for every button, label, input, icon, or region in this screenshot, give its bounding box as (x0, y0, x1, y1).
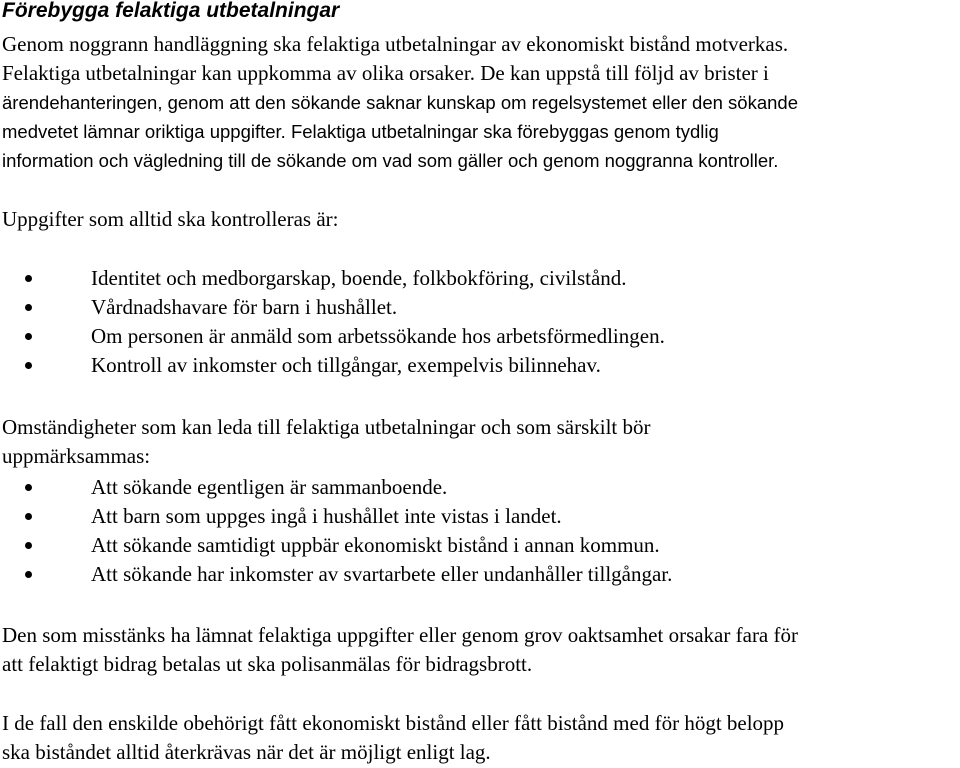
intro-paragraph (2, 30, 798, 175)
bullet-icon (25, 571, 32, 578)
list-item-text: Att sökande egentligen är sammanboende. (91, 475, 448, 499)
intro-line-2: Felaktiga utbetalningar kan uppkomma av olika orsaker. De kan uppstå till följd av brister i (2, 61, 769, 85)
police-line-1: Den som misstänks ha lämnat felaktiga uppgifter eller genom grov oaktsamhet orsakar fara för (2, 623, 798, 647)
controls-intro-text: Uppgifter som alltid ska kontrolleras är: (2, 207, 339, 231)
intro-line-3: ärendehanteringen, genom att den sökande saknar kunskap om regelsystemet eller den sökande (2, 92, 799, 113)
list-item-text: Identitet och medborgarskap, boende, folkbokföring, civilstånd. (91, 266, 627, 290)
list-item-text: Att barn som uppges ingå i hushållet inte vistas i landet. (91, 504, 562, 528)
bullet-icon (25, 542, 32, 549)
intro-line-4 (2, 117, 798, 146)
recovery-line-1: I de fall den enskilde obehörigt fått ekonomiskt bistånd eller fått bistånd med för högt belopp (2, 711, 785, 735)
intro-line-1: Genom noggrann handläggning ska felaktiga utbetalningar av ekonomiskt bistånd motverkas. (2, 32, 789, 56)
circumstances-intro-line-2: uppmärksammas: (2, 444, 151, 468)
circumstances-intro-line-1: Omständigheter som kan leda till felaktiga utbetalningar och som särskilt bör (2, 415, 651, 439)
bullet-icon (25, 513, 32, 520)
recovery-line-2: ska biståndet alltid återkrävas när det är möjligt enligt lag. (2, 740, 491, 764)
police-paragraph (2, 621, 798, 679)
bullet-icon (25, 275, 32, 282)
intro-line-5: information och vägledning till de sökande om vad som gäller och genom noggranna kontroller. (2, 150, 779, 171)
bullet-icon (25, 304, 32, 311)
page-title: Förebygga felaktiga utbetalningar (2, 0, 340, 22)
bullet-icon (25, 484, 32, 491)
list-item-text: Att sökande har inkomster av svartarbete eller undanhåller tillgångar. (91, 562, 673, 586)
list-item-text: Att sökande samtidigt uppbär ekonomiskt bistånd i annan kommun. (91, 533, 660, 557)
bullet-icon (25, 362, 32, 369)
intro-line-4a: medvetet lämnar oriktiga uppgifter. (2, 121, 286, 142)
list-item-text: Om personen är anmäld som arbetssökande hos arbetsförmedlingen. (91, 324, 665, 348)
intro-line-4b: Felaktiga utbetalningar ska förebyggas genom tydlig (285, 121, 719, 142)
bullet-icon (25, 333, 32, 340)
recovery-paragraph (2, 709, 784, 767)
list-item-text: Kontroll av inkomster och tillgångar, exempelvis bilinnehav. (91, 353, 601, 377)
police-line-2: att felaktigt bidrag betalas ut ska polisanmälas för bidragsbrott. (2, 652, 533, 676)
circumstances-intro (2, 413, 651, 471)
list-item-text: Vårdnadshavare för barn i hushållet. (91, 295, 398, 319)
controls-intro (2, 205, 339, 234)
